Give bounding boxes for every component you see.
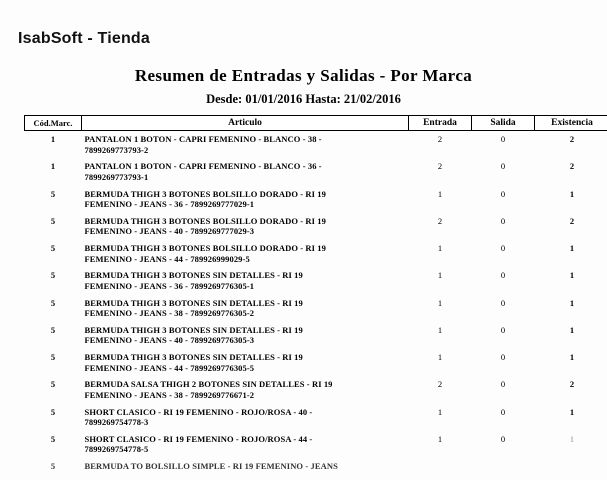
table-row [25, 186, 607, 213]
articulo-line-2: FEMENINO - JEANS - 38 - 7899269776305-2 [84, 308, 255, 319]
cell-codigo-marca: 5 [50, 270, 56, 281]
cell-codigo-marca: 5 [50, 243, 56, 253]
cell-entrada: 1 [437, 270, 443, 281]
cell-salida: 0 [500, 324, 506, 335]
cell-codigo-marca: 5 [50, 297, 56, 308]
table-row [25, 213, 607, 240]
cell-existencia: 2 [569, 215, 575, 226]
cell-entrada: 2 [437, 161, 443, 172]
cell-codigo-marca: 5 [50, 188, 56, 199]
articulo-line-2: FEMENINO - JEANS - 36 - 7899269776305-1 [84, 280, 255, 291]
cell-salida: 0 [500, 270, 506, 281]
table-row [25, 240, 607, 267]
articulo-line-2: 7899269754778-3 [84, 417, 149, 428]
column-header-existencia: Existencia [535, 116, 607, 131]
cell-entrada: 1 [437, 243, 443, 253]
cell-codigo-marca: 5 [50, 433, 56, 444]
articulo-line-2: 7899269773793-2 [84, 144, 149, 155]
cell-codigo-marca: 1 [50, 134, 56, 144]
table-row [25, 322, 607, 349]
cell-existencia: 1 [569, 243, 575, 253]
table-row [25, 295, 607, 322]
cell-salida: 0 [500, 379, 506, 390]
cell-salida: 0 [500, 161, 506, 172]
articulo-line-1: BERMUDA THIGH 3 BOTONES SIN DETALLES - RI 19 [84, 324, 303, 335]
table-row [25, 458, 607, 475]
articulo-line-2: 7899269773793-1 [84, 171, 149, 182]
articulo-line-2: FEMENINO - JEANS - 44 - 7899269776305-5 [84, 362, 255, 373]
articulo-line-2: 7899269754778-5 [84, 444, 149, 455]
cell-salida: 0 [500, 134, 506, 144]
cell-codigo-marca: 5 [50, 324, 56, 335]
cell-entrada: 1 [437, 188, 443, 199]
cell-articulo [82, 376, 409, 403]
cell-codigo-marca: 5 [50, 215, 56, 226]
cell-codigo-marca: 5 [50, 461, 56, 471]
cell-articulo [82, 240, 409, 267]
cell-entrada: 1 [437, 352, 443, 362]
articulo-line-1: PANTALON 1 BOTON - CAPRI FEMENINO - BLANCO - 36 - [84, 161, 322, 172]
articulo-line-1: BERMUDA THIGH 3 BOTONES BOLSILLO DORADO - RI 19 [84, 215, 326, 226]
cell-salida: 0 [500, 406, 506, 417]
app-title: IsabSoft - Tienda [18, 30, 151, 47]
table-row [25, 376, 607, 403]
column-header-salida: Salida [472, 116, 535, 131]
cell-entrada: 2 [437, 379, 443, 390]
table-header [25, 116, 607, 131]
column-header-codigo-marca: Cód.Marc. [25, 116, 82, 131]
cell-salida: 0 [500, 433, 506, 444]
articulo-line-1: SHORT CLASICO - RI 19 FEMENINO - ROJO/ROSA - 40 - [84, 406, 313, 417]
articulo-line-2: FEMENINO - JEANS - 44 - 789926999029-5 [84, 253, 250, 264]
cell-entrada: 2 [437, 215, 443, 226]
table-row [25, 404, 607, 431]
cell-entrada: 1 [437, 433, 443, 444]
cell-articulo [82, 404, 409, 431]
articulo-line-2: FEMENINO - JEANS - 36 - 7899269777029-1 [84, 199, 255, 210]
cell-entrada: 1 [437, 324, 443, 335]
articulo-line-1: BERMUDA THIGH 3 BOTONES BOLSILLO DORADO - RI 19 [84, 243, 326, 253]
cell-articulo [82, 349, 409, 376]
cell-codigo-marca: 5 [50, 406, 56, 417]
articulo-line-1: BERMUDA TO BOLSILLO SIMPLE - RI 19 FEMENINO - JEANS [84, 461, 338, 471]
cell-entrada: 1 [437, 406, 443, 417]
cell-entrada [409, 458, 472, 475]
articulo-line-2: FEMENINO - JEANS - 40 - 7899269777029-3 [84, 226, 255, 237]
cell-existencia: 1 [569, 433, 575, 444]
articulo-line-1: BERMUDA THIGH 3 BOTONES SIN DETALLES - RI 19 [84, 352, 303, 362]
articulo-line-2: FEMENINO - JEANS - 38 - 7899269776671-2 [84, 389, 255, 400]
report-title: Resumen de Entradas y Salidas - Por Marca [134, 66, 473, 85]
cell-salida [472, 458, 535, 475]
cell-existencia: 1 [569, 297, 575, 308]
articulo-line-1: BERMUDA THIGH 3 BOTONES SIN DETALLES - RI 19 [84, 297, 303, 308]
cell-existencia: 2 [569, 161, 575, 172]
column-header-entrada: Entrada [409, 116, 472, 131]
cell-existencia: 1 [569, 406, 575, 417]
table-row [25, 158, 607, 185]
cell-salida: 0 [500, 215, 506, 226]
cell-articulo [82, 131, 409, 159]
articulo-line-2: FEMENINO - JEANS - 40 - 7899269776305-3 [84, 335, 255, 346]
cell-articulo [82, 322, 409, 349]
table-header-row [25, 116, 607, 131]
cell-existencia: 1 [569, 188, 575, 199]
cell-entrada: 1 [437, 297, 443, 308]
report-date-range: Desde: 01/01/2016 Hasta: 21/02/2016 [206, 92, 401, 106]
cell-articulo [82, 295, 409, 322]
cell-existencia: 1 [569, 324, 575, 335]
cell-codigo-marca: 5 [50, 352, 56, 362]
cell-existencia: 1 [569, 352, 575, 362]
report-table [24, 115, 607, 475]
cell-salida: 0 [500, 297, 506, 308]
table-row [25, 349, 607, 376]
cell-articulo [82, 458, 409, 475]
articulo-line-1: BERMUDA THIGH 3 BOTONES SIN DETALLES - RI 19 [84, 270, 303, 281]
cell-salida: 0 [500, 243, 506, 253]
cell-existencia [535, 458, 607, 475]
articulo-line-1: BERMUDA SALSA THIGH 2 BOTONES SIN DETALLES - RI 19 [84, 379, 333, 390]
cell-salida: 0 [500, 352, 506, 362]
articulo-line-1: SHORT CLASICO - RI 19 FEMENINO - ROJO/ROSA - 44 - [84, 433, 313, 444]
articulo-line-1: PANTALON 1 BOTON - CAPRI FEMENINO - BLANCO - 38 - [84, 134, 322, 144]
table-body [25, 131, 607, 475]
cell-articulo [82, 186, 409, 213]
cell-existencia: 2 [569, 134, 575, 144]
cell-existencia: 2 [569, 379, 575, 390]
cell-articulo [82, 267, 409, 294]
cell-articulo [82, 213, 409, 240]
cell-entrada: 2 [437, 134, 443, 144]
column-header-articulo: Articulo [82, 116, 409, 131]
articulo-line-1: BERMUDA THIGH 3 BOTONES BOLSILLO DORADO - RI 19 [84, 188, 326, 199]
cell-articulo [82, 158, 409, 185]
cell-salida: 0 [500, 188, 506, 199]
table-row [25, 267, 607, 294]
cell-existencia: 1 [569, 270, 575, 281]
cell-codigo-marca: 5 [50, 379, 56, 390]
cell-codigo-marca: 1 [50, 161, 56, 172]
cell-articulo [82, 431, 409, 458]
table-row [25, 131, 607, 159]
table-row [25, 431, 607, 458]
page-bottom-clip [0, 474, 607, 480]
